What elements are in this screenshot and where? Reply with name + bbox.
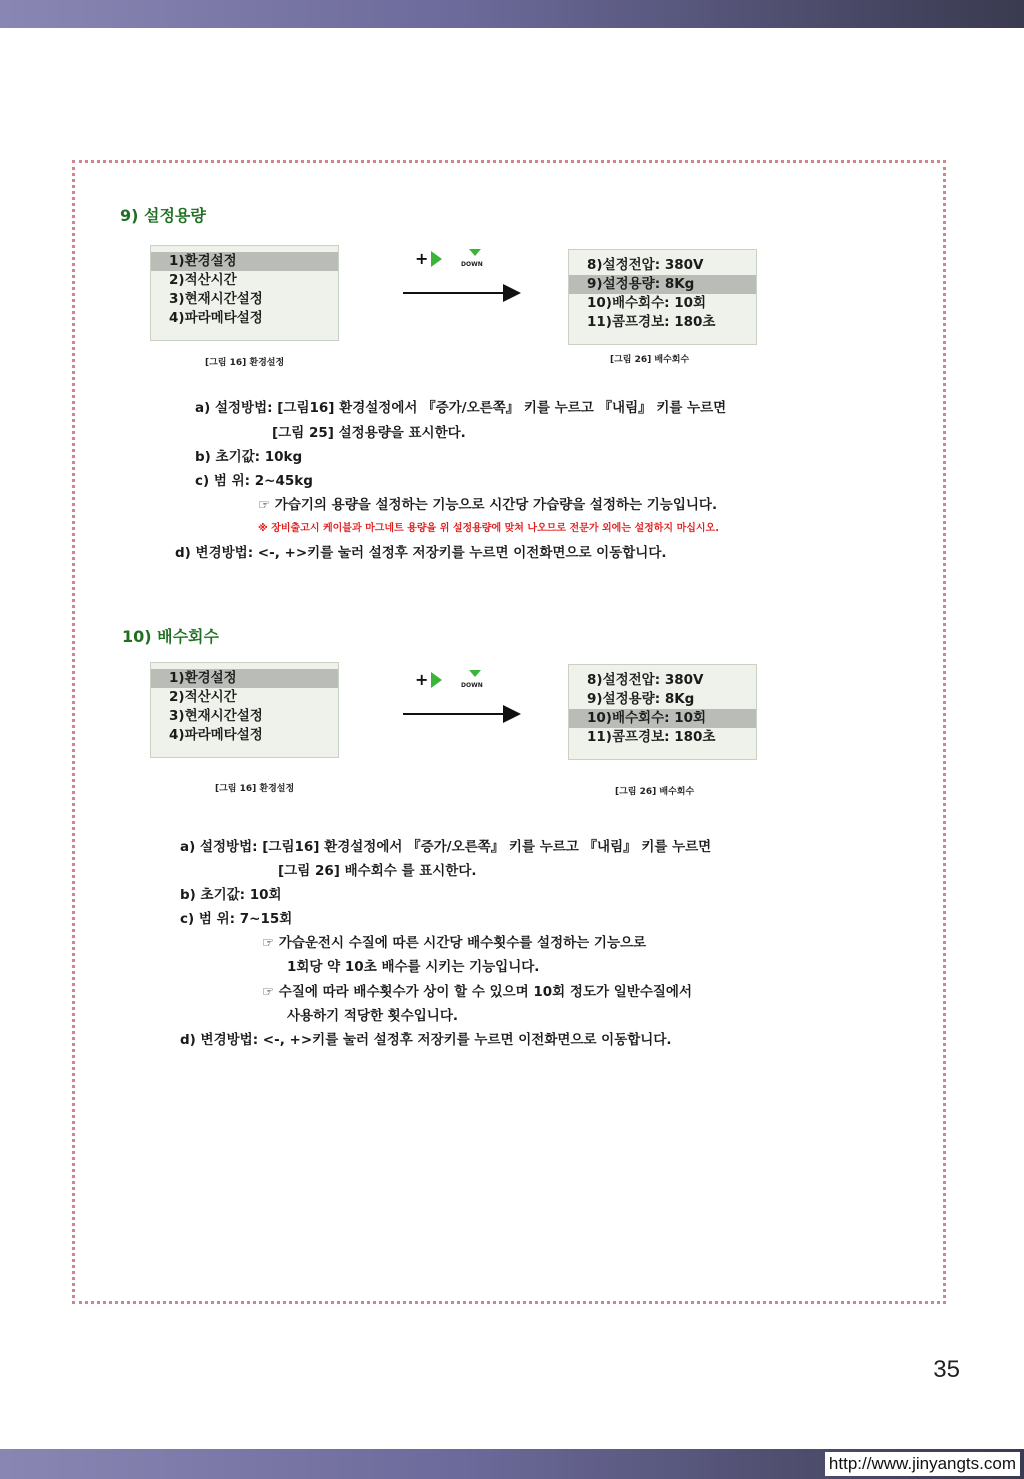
lcd-line: 8)설정전압: 380V bbox=[587, 672, 704, 688]
lcd-line: 11)콤프경보: 180초 bbox=[587, 729, 716, 745]
lcd-line: 9)설정용량: 8Kg bbox=[587, 691, 695, 707]
body-line: ☞ 가습기의 용량을 설정하는 기능으로 시간당 가습량을 설정하는 기능입니다. bbox=[258, 497, 718, 513]
lcd-environment-menu-9 bbox=[150, 245, 339, 341]
body-line: 1회당 약 10초 배수를 시키는 기능입니다. bbox=[287, 959, 540, 975]
plus-icon: + bbox=[415, 670, 429, 689]
lcd-line: 10)배수회수: 10회 bbox=[587, 295, 707, 311]
page-number: 35 bbox=[933, 1356, 960, 1383]
down-label: DOWN bbox=[461, 261, 483, 268]
body-line: d) 변경방법: <-, +>키를 눌러 설정후 저장키를 누르면 이전화면으로 이동합니다. bbox=[180, 1032, 672, 1048]
arrow-right-icon bbox=[503, 705, 521, 723]
section-9-title: 9) 설정용량 bbox=[120, 206, 206, 225]
arrow-shaft bbox=[403, 292, 503, 294]
lcd-line: 9)설정용량: 8Kg bbox=[569, 275, 756, 294]
key-navigation-diagram bbox=[403, 670, 523, 740]
lcd-line: 1)환경설정 bbox=[151, 252, 338, 271]
figure-caption: [그림 26] 배수회수 bbox=[615, 787, 695, 797]
lcd-line: 4)파라메타설정 bbox=[169, 727, 263, 743]
lcd-line: 4)파라메타설정 bbox=[169, 310, 263, 326]
lcd-settings-menu-9 bbox=[568, 249, 757, 345]
lcd-line: 8)설정전압: 380V bbox=[587, 257, 704, 273]
lcd-environment-menu-10 bbox=[150, 662, 339, 758]
body-line: ☞ 수질에 따라 배수횟수가 상이 할 수 있으며 10회 정도가 일반수질에서 bbox=[262, 984, 692, 1000]
body-line: b) 초기값: 10kg bbox=[195, 449, 303, 465]
right-arrow-icon bbox=[431, 672, 442, 688]
body-line: c) 범 위: 7~15회 bbox=[180, 911, 293, 927]
body-line: ☞ 가습운전시 수질에 따른 시간당 배수횟수를 설정하는 기능으로 bbox=[262, 935, 647, 951]
body-line: b) 초기값: 10회 bbox=[180, 887, 282, 903]
arrow-shaft bbox=[403, 713, 503, 715]
arrow-right-icon bbox=[503, 284, 521, 302]
lcd-line: 11)콤프경보: 180초 bbox=[587, 314, 716, 330]
key-navigation-diagram bbox=[403, 249, 523, 319]
body-line: d) 변경방법: <-, +>키를 눌러 설정후 저장키를 누르면 이전화면으로 이동합니다. bbox=[175, 545, 667, 561]
figure-caption: [그림 16] 환경설정 bbox=[205, 358, 285, 368]
body-line: a) 설정방법: [그림16] 환경설정에서 『증가/오른쪽』 키를 누르고 『내림』 키를 누르면 bbox=[195, 400, 727, 416]
lcd-line: 3)현재시간설정 bbox=[169, 291, 263, 307]
figure-caption: [그림 16] 환경설정 bbox=[215, 784, 295, 794]
top-banner bbox=[0, 0, 1024, 28]
lcd-line: 10)배수회수: 10회 bbox=[569, 709, 756, 728]
lcd-line: 1)환경설정 bbox=[151, 669, 338, 688]
right-arrow-icon bbox=[431, 251, 442, 267]
body-line: [그림 26] 배수회수 를 표시한다. bbox=[278, 863, 477, 879]
figure-caption: [그림 26] 배수회수 bbox=[610, 355, 690, 365]
down-arrow-icon bbox=[469, 249, 481, 256]
warning-note: ※ 장비출고시 케이블과 마그네트 용량을 위 설정용량에 맞쳐 나오므로 전문가 외에는 설정하지 마십시오. bbox=[258, 523, 720, 534]
body-line: a) 설정방법: [그림16] 환경설정에서 『증가/오른쪽』 키를 누르고 『내림』 키를 누르면 bbox=[180, 839, 712, 855]
down-label: DOWN bbox=[461, 682, 483, 689]
plus-icon: + bbox=[415, 249, 429, 268]
lcd-settings-menu-10 bbox=[568, 664, 757, 760]
body-line: c) 범 위: 2~45kg bbox=[195, 473, 313, 489]
body-line: [그림 25] 설정용량을 표시한다. bbox=[272, 425, 466, 441]
section-10-title: 10) 배수회수 bbox=[122, 627, 219, 646]
lcd-line: 2)적산시간 bbox=[169, 272, 237, 288]
down-arrow-icon bbox=[469, 670, 481, 677]
body-line: 사용하기 적당한 횟수입니다. bbox=[287, 1008, 459, 1024]
website-url[interactable]: http://www.jinyangts.com bbox=[825, 1452, 1020, 1476]
lcd-line: 3)현재시간설정 bbox=[169, 708, 263, 724]
lcd-line: 2)적산시간 bbox=[169, 689, 237, 705]
